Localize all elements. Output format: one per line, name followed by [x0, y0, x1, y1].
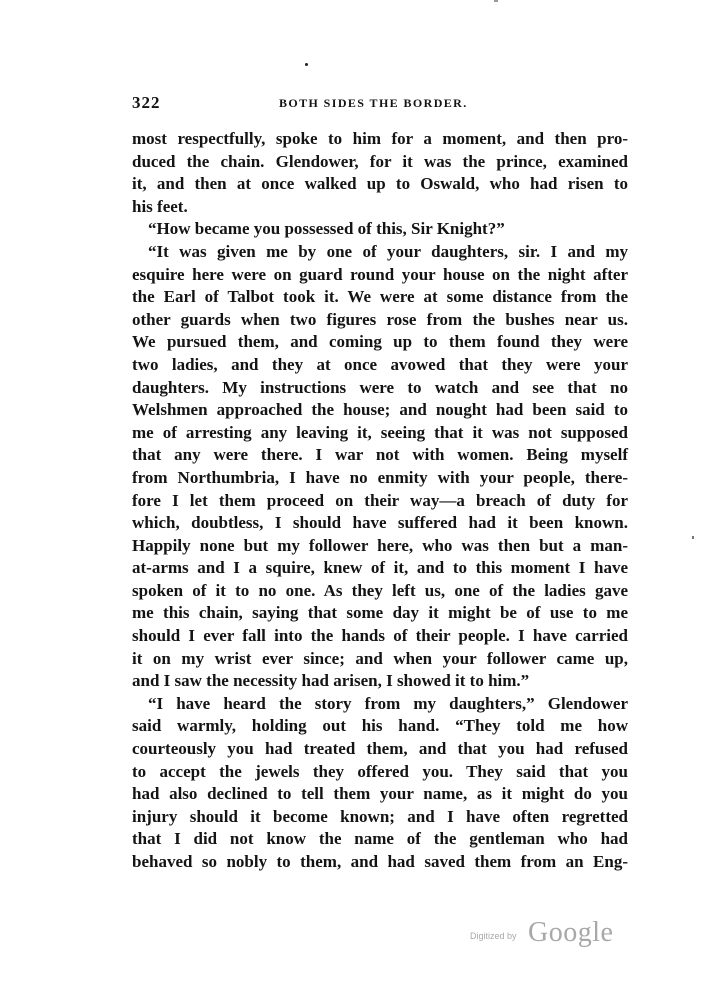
- text-line: it on my wrist ever since; and when your follower came up,: [132, 648, 628, 668]
- text-line: “How became you possessed of this, Sir Knight?”: [148, 219, 505, 239]
- text-line: it, and then at once walked up to Oswald, who had risen to: [132, 174, 628, 194]
- running-head: BOTH SIDES THE BORDER.: [279, 96, 468, 110]
- text-line: most respectfully, spoke to him for a moment, and then pro-: [132, 129, 628, 148]
- text-line: me of arresting any leaving it, seeing that it was not supposed: [132, 422, 628, 442]
- text-line: from Northumbria, I have no enmity with your people, there-: [132, 467, 628, 487]
- text-line: said warmly, holding out his hand. “They told me how: [132, 716, 628, 736]
- text-line: Happily none but my follower here, who was then but a man-: [132, 535, 628, 555]
- scan-mark: [494, 0, 498, 2]
- text-line: “I have heard the story from my daughters,” Glendower: [148, 693, 628, 713]
- page-header: [132, 93, 630, 117]
- digitized-watermark: [470, 917, 630, 957]
- text-line: Welshmen approached the house; and nought had been said to: [132, 400, 628, 420]
- text-line: at-arms and I a squire, knew of it, and to this moment I have: [132, 558, 628, 578]
- text-line: and I saw the necessity had arisen, I showed it to him.”: [132, 671, 530, 691]
- text-line: daughters. My instructions were to watch and see that no: [132, 377, 628, 397]
- google-logo: Google: [528, 917, 614, 948]
- text-line: We pursued them, and coming up to them found they were: [132, 332, 628, 352]
- text-line: behaved so nobly to them, and had saved them from an Eng-: [132, 852, 628, 871]
- digitized-by-label: Digitized by: [470, 931, 517, 941]
- text-line: fore I let them proceed on their way—a breach of duty for: [132, 490, 628, 510]
- text-line: had also declined to tell them your name, as it might do you: [132, 784, 628, 804]
- text-line: esquire here were on guard round your house on the night after: [132, 264, 628, 284]
- page-number: 322: [132, 93, 161, 112]
- text-line: two ladies, and they at once avowed that they were your: [132, 354, 628, 374]
- text-line: me this chain, saying that some day it might be of use to me: [132, 603, 628, 623]
- text-line: his feet.: [132, 196, 188, 216]
- body-text: [132, 128, 628, 874]
- text-line: other guards when two figures rose from the bushes near us.: [132, 309, 628, 329]
- text-line: courteously you had treated them, and that you had refused: [132, 739, 628, 759]
- text-line: to accept the jewels they offered you. They said that you: [132, 761, 628, 781]
- text-line: which, doubtless, I should have suffered had it been known.: [132, 513, 628, 533]
- text-line: injury should it become known; and I have often regretted: [132, 806, 628, 826]
- scan-mark: [692, 536, 694, 539]
- text-line: the Earl of Talbot took it. We were at some distance from the: [132, 287, 628, 307]
- text-line: should I ever fall into the hands of their people. I have carried: [132, 626, 628, 646]
- text-line: that any were there. I war not with women. Being myself: [132, 445, 628, 465]
- text-line: spoken of it to no one. As they left us, one of the ladies gave: [132, 580, 628, 600]
- text-line: that I did not know the name of the gentleman who had: [132, 829, 628, 849]
- text-line: “It was given me by one of your daughters, sir. I and my: [148, 241, 628, 261]
- page-dot: [305, 63, 308, 66]
- text-line: duced the chain. Glendower, for it was the prince, examined: [132, 151, 628, 171]
